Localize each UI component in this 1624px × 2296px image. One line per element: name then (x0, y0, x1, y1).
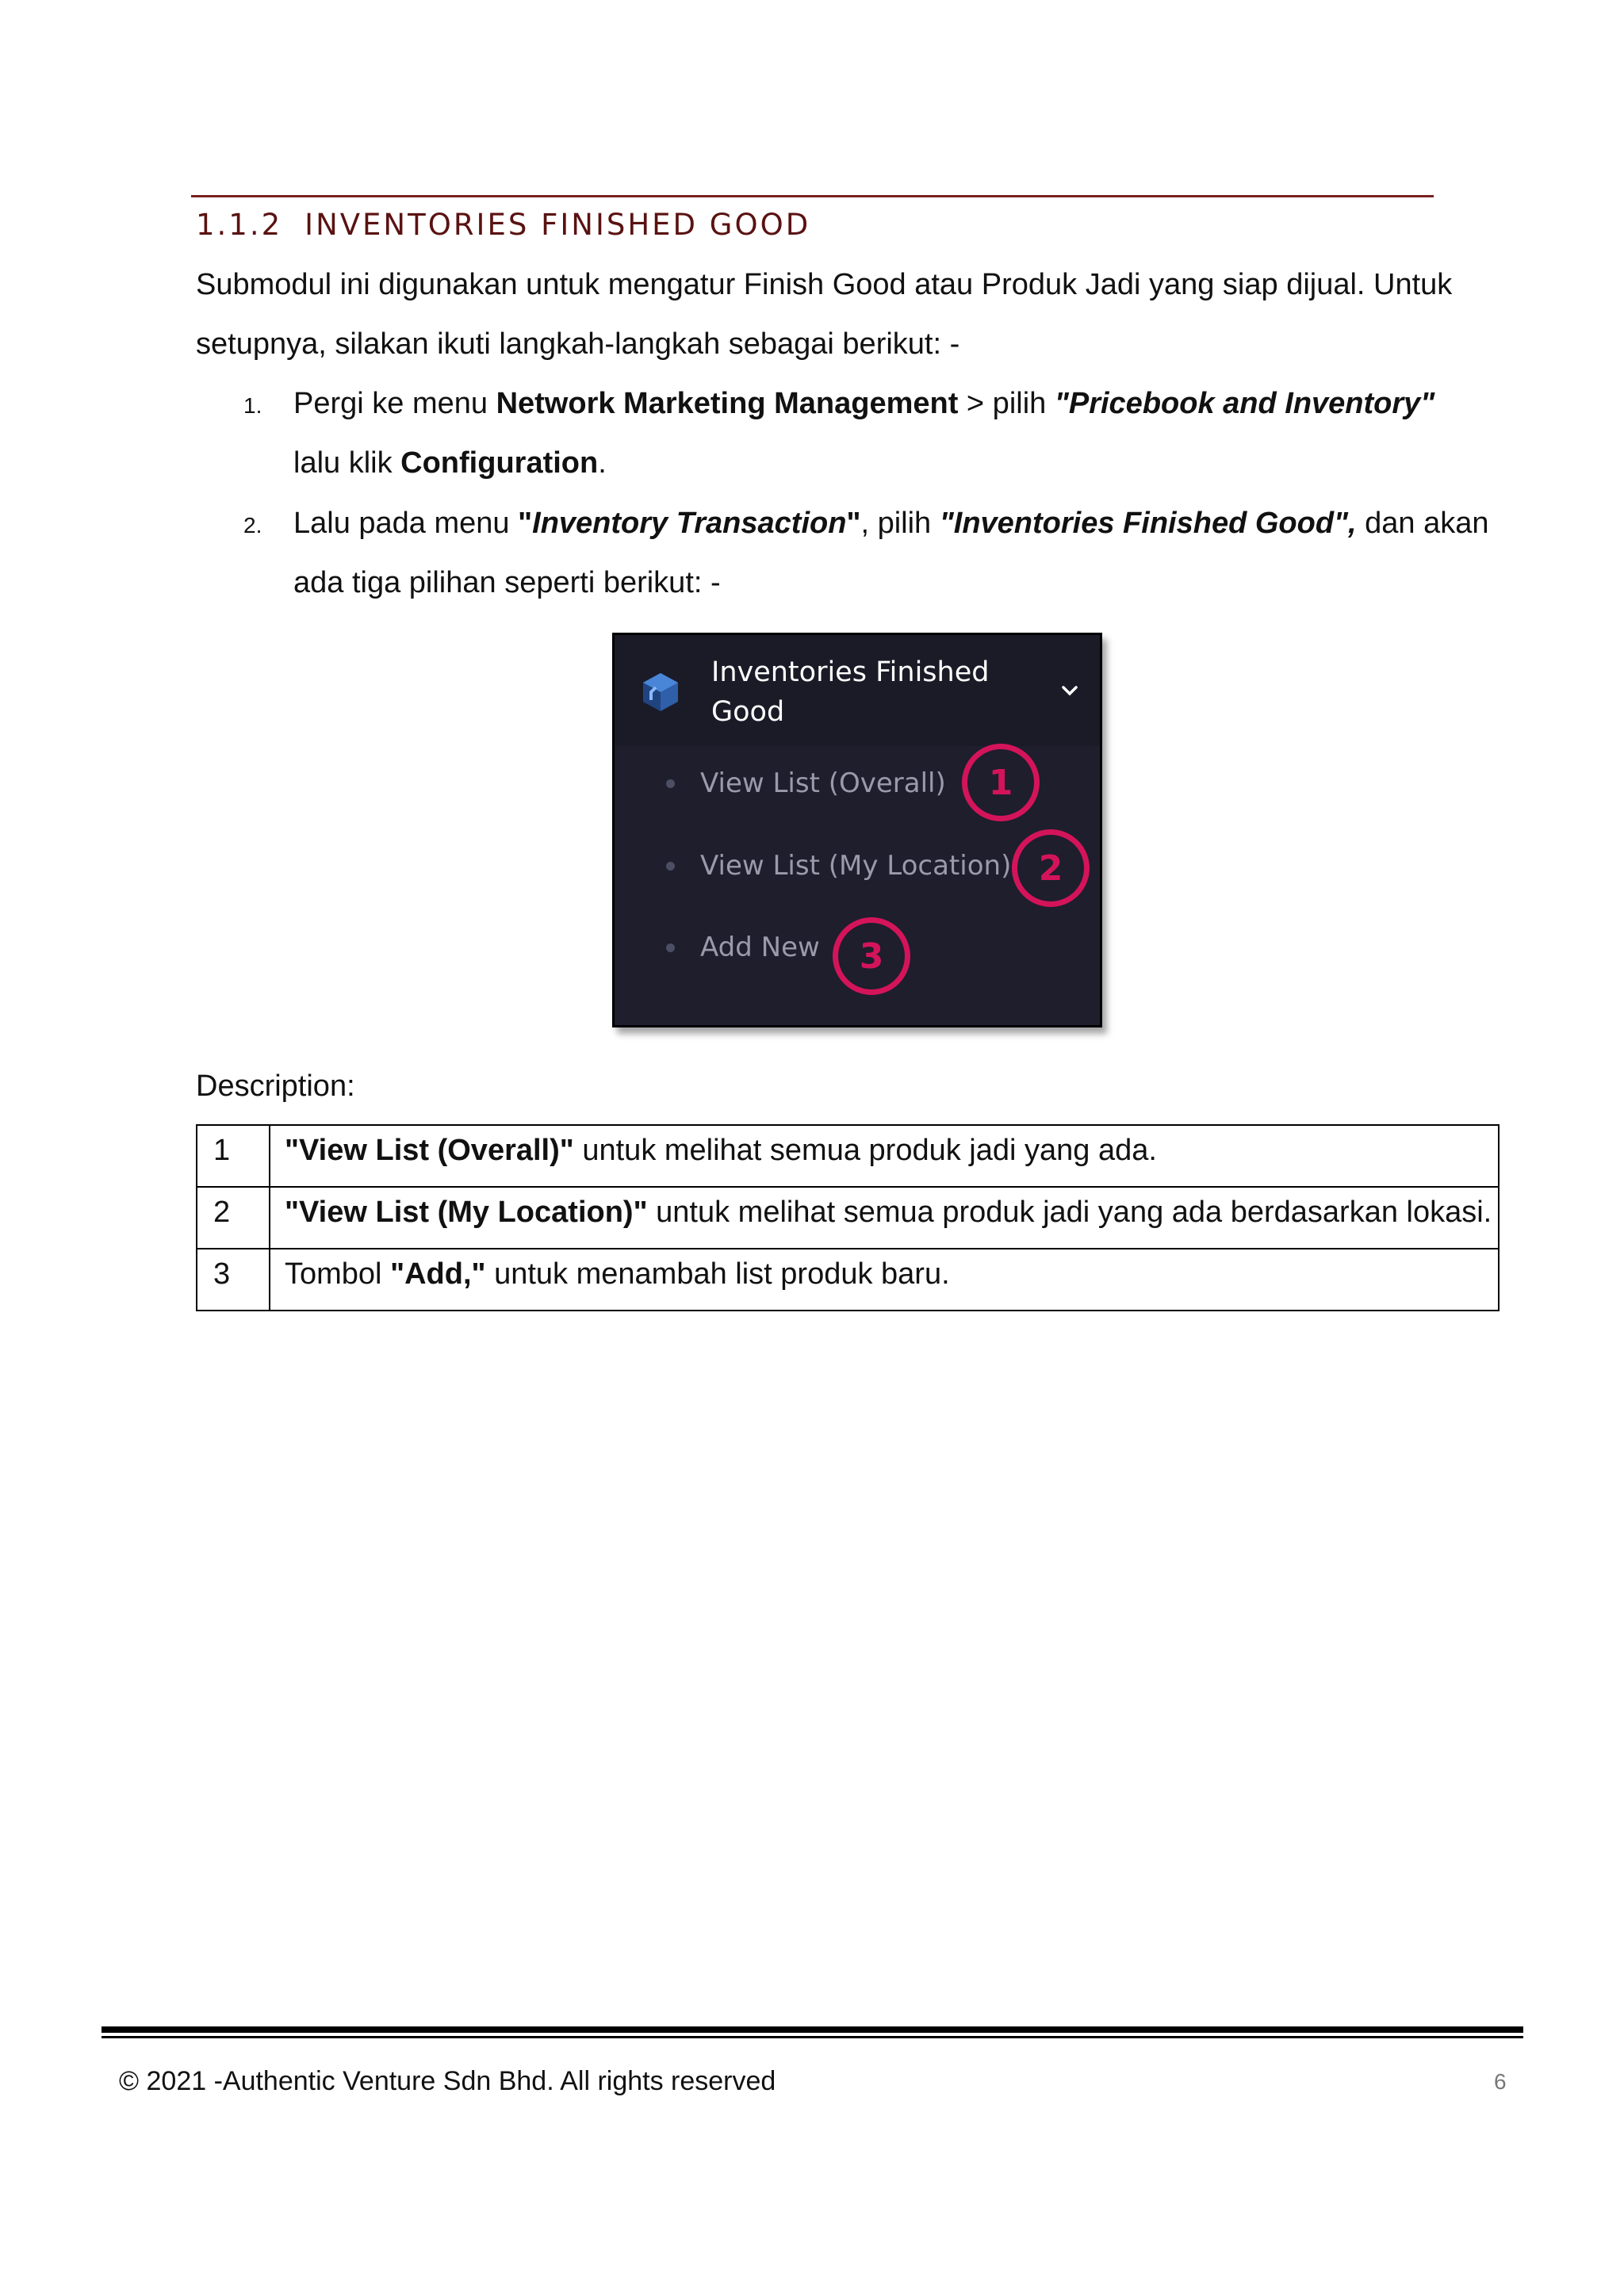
menu-item-view-list-overall[interactable] (666, 760, 946, 807)
step-2-menu-name: Inventory Transaction (532, 507, 847, 540)
heading-rule (191, 195, 1434, 197)
row-item-name: "View List (Overall)" (285, 1134, 574, 1167)
menu-title-line-1: Inventories Finished (711, 656, 990, 688)
step-1-text: lalu klik (293, 446, 401, 480)
step-2-text: Lalu pada menu (293, 507, 519, 540)
cube-icon (642, 672, 680, 713)
menu-item-add-new[interactable] (666, 924, 820, 971)
annotation-badge-1: 1 (962, 744, 1040, 821)
step-1-line-2 (293, 448, 607, 478)
step-1-text: > pilih (958, 387, 1055, 420)
table-row (197, 1249, 1499, 1311)
row-number: 2 (197, 1187, 270, 1249)
step-2-line-1 (293, 508, 1489, 538)
table-row (197, 1187, 1499, 1249)
footer-rule (102, 2026, 1523, 2033)
step-2-text: dan akan (1356, 507, 1489, 540)
step-2-quote: " (846, 507, 861, 540)
step-2-submenu-name: "Inventories Finished Good", (939, 507, 1357, 540)
row-description (270, 1249, 1499, 1311)
chevron-down-icon[interactable] (1059, 681, 1081, 700)
row-item-name: "Add," (390, 1257, 486, 1291)
row-text: untuk menambah list produk baru. (485, 1257, 950, 1291)
menu-item-label: Add New (700, 932, 820, 963)
step-1-submenu-name: "Pricebook and Inventory" (1054, 387, 1435, 420)
page-number: 6 (1494, 2069, 1507, 2094)
section-number: 1.1.2 (196, 208, 283, 242)
intro-line-1: Submodul ini digunakan untuk mengatur Finish Good atau Produk Jadi yang siap dijual. Untuk (196, 268, 1453, 301)
step-1-config-name: Configuration (400, 446, 599, 480)
section-title: INVENTORIES FINISHED GOOD (304, 208, 811, 242)
intro-line-2: setupnya, silakan ikuti langkah-langkah sebagai berikut: - (196, 327, 960, 361)
menu-item-view-list-my-location[interactable] (666, 842, 1011, 890)
row-text: Tombol (285, 1257, 391, 1291)
row-item-name: "View List (My Location)" (285, 1196, 648, 1229)
menu-item-label: View List (My Location) (700, 850, 1012, 882)
row-number: 3 (197, 1249, 270, 1311)
row-text: untuk melihat semua produk jadi yang ada berdasarkan lokasi. (647, 1196, 1492, 1229)
annotation-badge-2: 2 (1012, 829, 1090, 907)
table-row (197, 1125, 1499, 1187)
description-table (196, 1124, 1500, 1311)
step-2-quote: " (518, 507, 533, 540)
bullet-dot (666, 943, 675, 952)
step-2-text: , pilih (860, 507, 940, 540)
menu-title-line-2: Good (711, 696, 785, 728)
menu-title (711, 652, 997, 732)
step-1-menu-name: Network Marketing Management (496, 387, 959, 420)
step-2-line-2: ada tiga pilihan seperti berikut: - (293, 566, 721, 599)
footer-copyright: © 2021 -Authentic Venture Sdn Bhd. All rights reserved (119, 2066, 776, 2096)
row-number: 1 (197, 1125, 270, 1187)
step-1-text: . (598, 446, 607, 480)
footer-rule-thin (102, 2036, 1523, 2038)
menu-item-label: View List (Overall) (700, 767, 946, 799)
annotation-badge-3: 3 (833, 917, 910, 995)
step-1-text: Pergi ke menu (293, 387, 496, 420)
menu-header[interactable] (615, 635, 1100, 746)
bullet-dot (666, 862, 675, 871)
step-2-number: 2. (243, 513, 262, 538)
step-1-line-1 (293, 388, 1434, 419)
bullet-dot (666, 779, 675, 788)
step-1-number: 1. (243, 393, 262, 418)
description-label: Description: (196, 1070, 355, 1103)
row-description (270, 1187, 1499, 1249)
row-text: untuk melihat semua produk jadi yang ada. (573, 1134, 1157, 1167)
section-heading (196, 208, 810, 242)
row-description (270, 1125, 1499, 1187)
